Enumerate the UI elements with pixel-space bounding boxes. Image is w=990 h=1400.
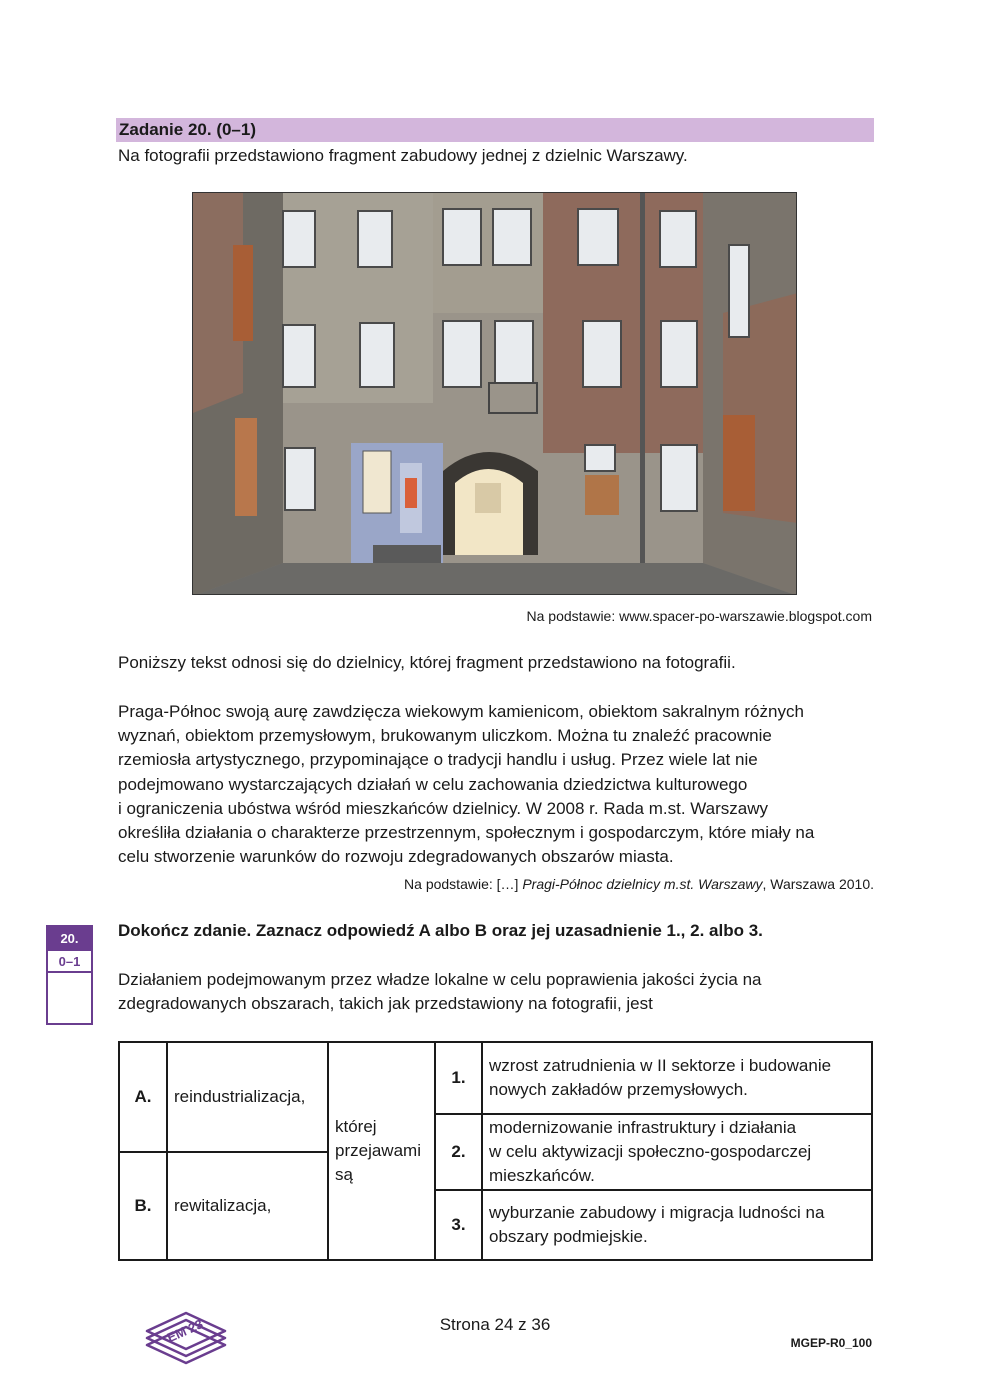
reason-1-number[interactable]: 1. (435, 1042, 482, 1114)
reason-2-number[interactable]: 2. (435, 1114, 482, 1190)
paragraph-line: rzemiosła artystycznego, przypominające o tradycji handlu i usług. Przez wiele lat nie (118, 750, 758, 770)
logo-text: EM 23 (164, 1316, 206, 1346)
reason-line: w celu aktywizacji społeczno-gospodarczej (489, 1142, 812, 1161)
paragraph-line: określiła działania o charakterze przestrzennym, społecznym i gospodarczym, które miały na (118, 823, 815, 843)
task-intro: Na fotografii przedstawiono fragment zabudowy jednej z dzielnic Warszawy. (118, 146, 688, 165)
connector-line: której (335, 1117, 377, 1136)
score-number: 20. (48, 927, 91, 951)
text-source-title: Pragi-Północ dzielnicy m.st. Warszawy (522, 876, 763, 892)
score-box (46, 925, 93, 1025)
question-stem (118, 968, 878, 1016)
paragraph-line: Praga-Północ swoją aurę zawdzięcza wiekowym kamienicom, obiektom sakralnym różnych (118, 702, 804, 721)
paragraph-line: i ograniczenia ubóstwa wśród mieszkańców dzielnicy. W 2008 r. Rada m.st. Warszawy (118, 798, 769, 818)
source-paragraph (118, 700, 878, 869)
reason-line: wyburzanie zabudowy i migracja ludności na (489, 1203, 825, 1222)
text-source (404, 876, 874, 892)
reason-3-number[interactable]: 3. (435, 1190, 482, 1260)
task-header: Zadanie 20. (0–1) (116, 118, 874, 142)
text-source-prefix: Na podstawie: […] (404, 876, 523, 892)
reason-3-text[interactable] (482, 1190, 872, 1260)
question-line: Działaniem podejmowanym przez władze lokalne w celu poprawienia jakości życia na (118, 970, 762, 989)
courtyard-photo (192, 192, 797, 595)
option-b-text[interactable]: rewitalizacja, (167, 1152, 328, 1260)
question-line: zdegradowanych obszarach, takich jak przedstawiony na fotografii, jest (118, 994, 653, 1013)
text-intro: Poniższy tekst odnosi się do dzielnicy, której fragment przedstawiono na fotografii. (118, 653, 736, 672)
task-instruction: Dokończ zdanie. Zaznacz odpowiedź A albo B oraz jej uzasadnienie 1., 2. albo 3. (118, 921, 763, 940)
reason-line: mieszkańców. (489, 1166, 595, 1185)
connector-cell (328, 1042, 435, 1260)
score-range: 0–1 (48, 951, 91, 973)
option-b-letter[interactable]: B. (119, 1152, 167, 1260)
reason-1-text[interactable] (482, 1042, 872, 1114)
photo-source: Na podstawie: www.spacer-po-warszawie.blogspot.com (526, 608, 872, 624)
exam-code: MGEP-R0_100 (790, 1336, 872, 1350)
paragraph-line: celu stworzenie warunków do rozwoju zdegradowanych obszarów miasta. (118, 847, 674, 867)
reason-line: modernizowanie infrastruktury i działania (489, 1118, 797, 1137)
courtyard-illustration (193, 193, 797, 595)
text-source-suffix: , Warszawa 2010. (762, 876, 874, 892)
reason-line: obszary podmiejskie. (489, 1227, 648, 1246)
paragraph-line: podejmowano wystarczających działań w celu zachowania dziedzictwa kulturowego (118, 774, 748, 794)
connector-line: są (335, 1165, 353, 1184)
reason-line: nowych zakładów przemysłowych. (489, 1080, 748, 1099)
paragraph-line: wyznań, obiektom przemysłowym, brukowanym uliczkom. Można tu znaleźć pracownie (118, 726, 772, 746)
reason-2-text[interactable] (482, 1114, 872, 1190)
option-a-text[interactable]: reindustrializacja, (167, 1042, 328, 1152)
page-number: Strona 24 z 36 (439, 1315, 551, 1334)
option-a-letter[interactable]: A. (119, 1042, 167, 1152)
reason-line: wzrost zatrudnienia w II sektorze i budowanie (489, 1056, 832, 1075)
connector-line: przejawami (335, 1141, 421, 1160)
answer-table (118, 1041, 873, 1261)
